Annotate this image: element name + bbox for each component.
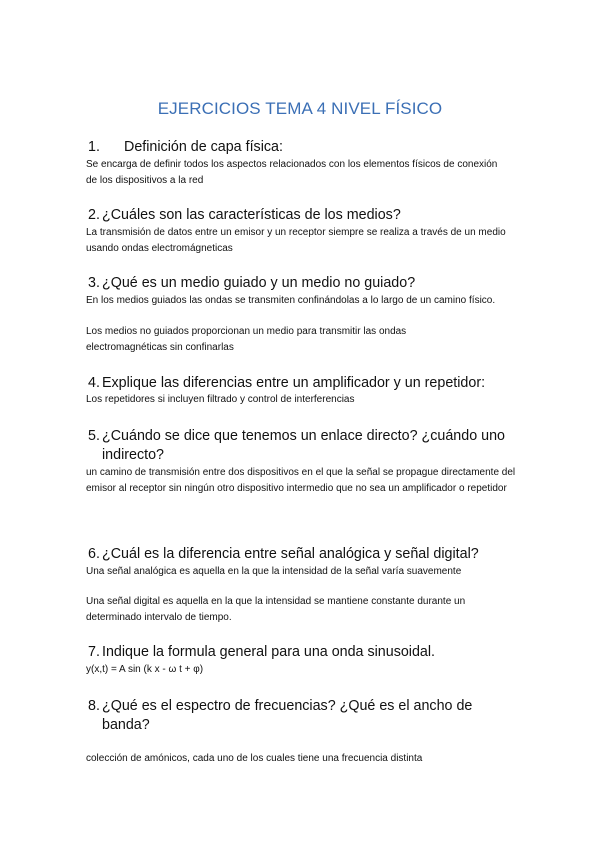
question-heading	[88, 427, 528, 465]
question-number: 4.	[88, 375, 100, 391]
question-text: Indique la formula general para una onda sinusoidal.	[102, 644, 436, 660]
question-block-3	[88, 274, 528, 293]
question-heading	[88, 643, 528, 662]
answer-text: colección de amónicos, cada uno de los cuales tiene una frecuencia distinta	[86, 753, 423, 764]
question-text: ¿Cuáles son las características de los medios?	[102, 207, 401, 223]
answer-text: un camino de transmisión entre dos dispositivos en el que la señal se propague directamente del emisor al receptor sin ningún otro dispositivo intermedio que no sea un amplificador o repetidor	[86, 467, 516, 494]
question-text: ¿Cuándo se dice que tenemos un enlace directo? ¿cuándo uno indirecto?	[102, 428, 505, 463]
question-number: 1.	[88, 139, 100, 155]
question-heading	[88, 206, 528, 225]
question-number: 2.	[88, 207, 100, 223]
question-number: 6.	[88, 546, 100, 562]
answer-text: La transmisión de datos entre un emisor y un receptor siempre se realiza a través de un medio usando ondas electromágneticas	[86, 227, 506, 254]
question-heading	[88, 274, 528, 293]
question-number: 3.	[88, 275, 100, 291]
question-number: 7.	[88, 644, 100, 660]
answer-text: y(x,t) = A sin (k x - ω t + φ)	[86, 664, 204, 675]
answer-text: Una señal analógica es aquella en la que la intensidad de la señal varía suavemente	[86, 566, 462, 577]
question-heading	[88, 697, 478, 735]
question-text: ¿Cuál es la diferencia entre señal analógica y señal digital?	[102, 546, 479, 562]
answer-text: En los medios guiados las ondas se transmiten confinándolas a lo largo de un camino físico.	[86, 295, 496, 306]
question-block-2	[88, 206, 528, 225]
question-heading	[88, 138, 528, 157]
question-block-6	[88, 545, 528, 564]
question-heading	[88, 545, 528, 564]
question-block-5	[88, 427, 528, 465]
answer-text: Los medios no guiados proporcionan un medio para transmitir las ondas electromagnéticas sin confinarlas	[86, 326, 407, 353]
answer-text: Se encarga de definir todos los aspectos relacionados con los elementos físicos de conexión de los dispositivos a la red	[86, 159, 498, 186]
question-block-1	[88, 138, 528, 157]
question-heading	[88, 374, 528, 393]
question-text: Definición de capa física:	[124, 139, 283, 155]
question-block-8	[88, 697, 478, 735]
answer-text: Una señal digital es aquella en la que la intensidad se mantiene constante durante un determinado intervalo de tiempo.	[86, 596, 466, 623]
question-block-7	[88, 643, 528, 662]
question-number: 8.	[88, 698, 100, 714]
question-number: 5.	[88, 428, 100, 444]
question-text: Explique las diferencias entre un amplificador y un repetidor:	[102, 375, 486, 391]
answer-text: Los repetidores si incluyen filtrado y control de interferencias	[86, 394, 355, 405]
question-block-4	[88, 374, 528, 393]
question-text: ¿Qué es el espectro de frecuencias? ¿Qué es el ancho de banda?	[102, 698, 473, 733]
document-title: EJERCICIOS TEMA 4 NIVEL FÍSICO	[157, 99, 443, 119]
question-text: ¿Qué es un medio guiado y un medio no guiado?	[102, 275, 416, 291]
